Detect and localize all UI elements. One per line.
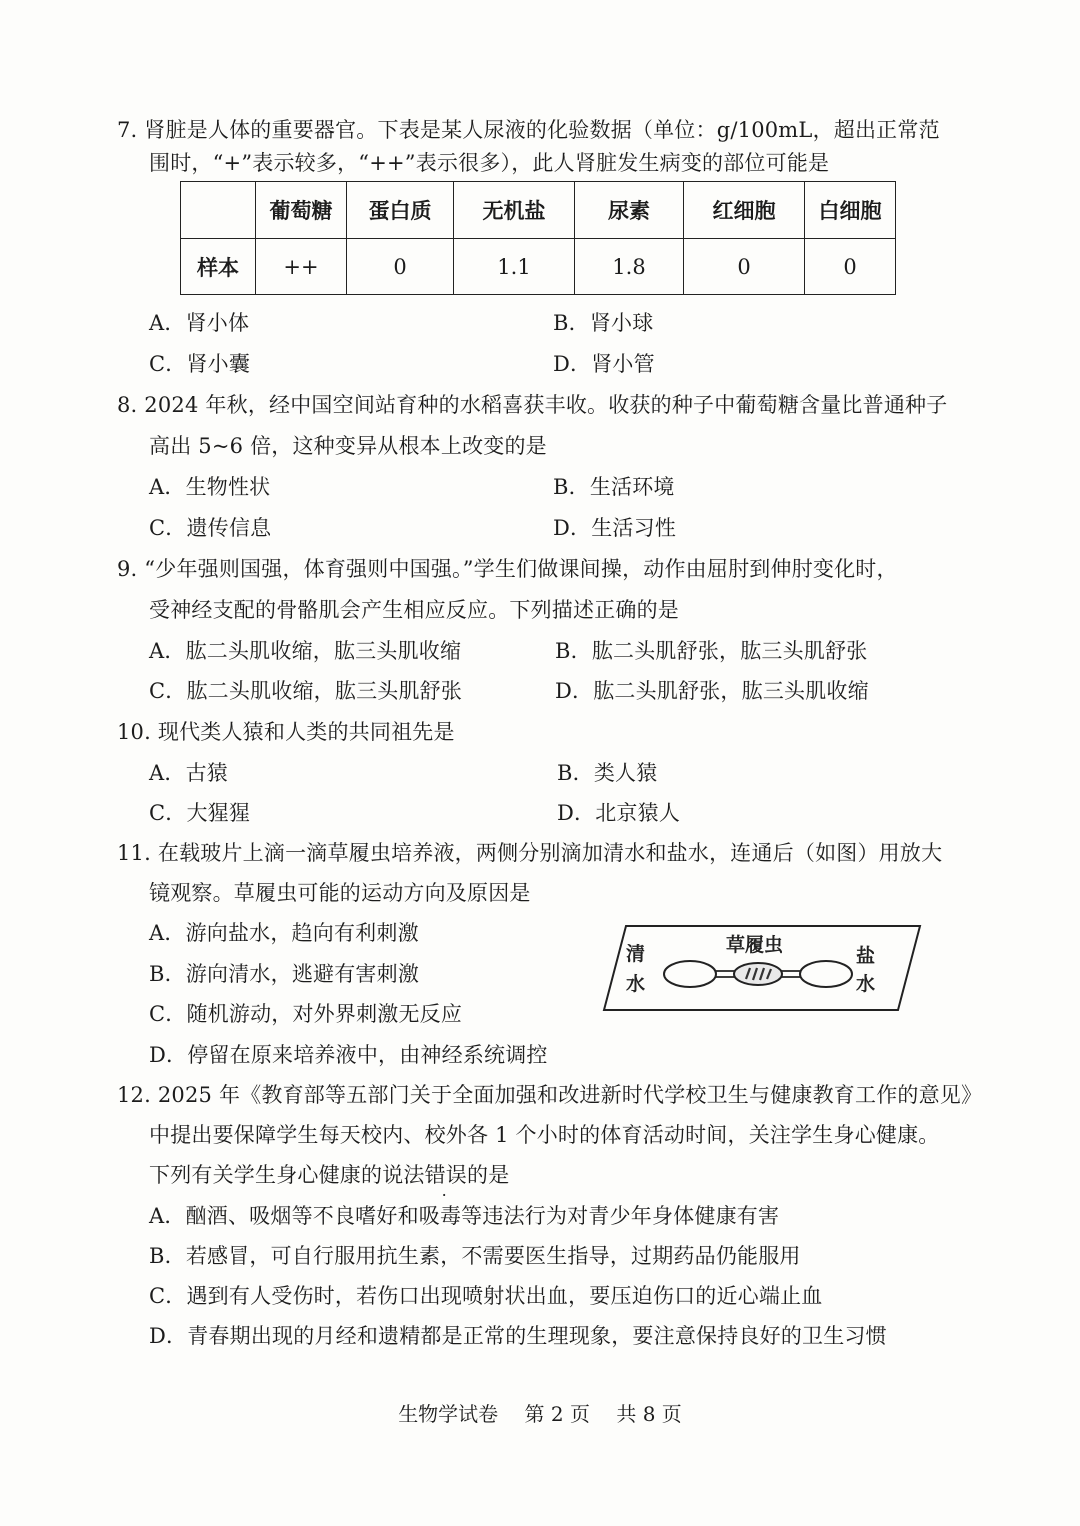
q9-stem-line1: 9. “少年强则国强，体育强则中国强。”学生们做课间操，动作由屈肘到伸肘变化时， bbox=[117, 557, 898, 581]
footer-subject: 生物学试卷 bbox=[398, 1402, 499, 1426]
clear-water-drop bbox=[664, 961, 716, 987]
figure-label-clear-bottom: 水 bbox=[626, 973, 646, 995]
page-footer bbox=[0, 1398, 1080, 1427]
q12-option-d: D．青春期出现的月经和遗精都是正常的生理现象，要注意保持良好的卫生习惯 bbox=[149, 1324, 887, 1348]
q12-stem-line1: 12. 2025 年《教育部等五部门关于全面加强和改进新时代学校卫生与健康教育工作的意见》 bbox=[117, 1083, 983, 1107]
q10-stem: 10. 现代类人猿和人类的共同祖先是 bbox=[117, 720, 455, 744]
q7-stem-line2: 围时，“+”表示较多，“++”表示很多），此人肾脏发生病变的部位可能是 bbox=[149, 151, 830, 175]
q8-stem-line1: 8. 2024 年秋，经中国空间站育种的水稻喜获丰收。收获的种子中葡萄糖含量比普通种子 bbox=[117, 393, 948, 417]
q11-option-c: C．随机游动，对外界刺激无反应 bbox=[149, 1002, 463, 1026]
table-cell: ++ bbox=[256, 239, 347, 295]
q7-option-b: B．肾小球 bbox=[553, 311, 654, 335]
q12-emphasis-wrong: 错误 bbox=[424, 1163, 468, 1187]
q12-stem-line2: 中提出要保障学生每天校内、校外各 1 个小时的体育活动时间，关注学生身心健康。 bbox=[149, 1123, 940, 1147]
table-header-cell: 白细胞 bbox=[805, 182, 896, 239]
q12-stem-line3-post: 的是 bbox=[467, 1163, 510, 1187]
q7-option-c: C．肾小囊 bbox=[149, 352, 251, 376]
table-header-cell: 红细胞 bbox=[684, 182, 805, 239]
q10-option-d: D．北京猿人 bbox=[557, 801, 681, 825]
q8-option-c: C．遗传信息 bbox=[149, 516, 272, 540]
table-row-label: 样本 bbox=[181, 239, 256, 295]
q11-option-a: A．游向盐水，趋向有利刺激 bbox=[149, 921, 419, 945]
table-header-cell: 蛋白质 bbox=[347, 182, 454, 239]
figure-label-paramecium: 草履虫 bbox=[726, 934, 784, 956]
q12-option-a: A．酗酒、吸烟等不良嗜好和吸毒等违法行为对青少年身体健康有害 bbox=[149, 1204, 780, 1228]
footer-total-pages: 共 8 页 bbox=[616, 1402, 682, 1426]
figure-label-clear-top: 清 bbox=[626, 943, 646, 965]
q9-option-c: C．肱二头肌收缩，肱三头肌舒张 bbox=[149, 679, 463, 703]
q12-option-c: C．遇到有人受伤时，若伤口出现喷射状出血，要压迫伤口的近心端止血 bbox=[149, 1284, 823, 1308]
figure-label-salt-bottom: 水 bbox=[856, 973, 876, 995]
table-cell: 0 bbox=[805, 239, 896, 295]
q10-option-a: A．古猿 bbox=[149, 761, 228, 785]
q9-option-d: D．肱二头肌舒张，肱三头肌收缩 bbox=[555, 679, 869, 703]
q7-option-d: D．肾小管 bbox=[553, 352, 655, 376]
q9-option-a: A．肱二头肌收缩，肱三头肌收缩 bbox=[149, 639, 462, 663]
q8-option-a: A．生物性状 bbox=[149, 475, 271, 499]
q12-option-b: B．若感冒，可自行服用抗生素，不需要医生指导，过期药品仍能服用 bbox=[149, 1244, 801, 1268]
q8-option-d: D．生活习性 bbox=[553, 516, 677, 540]
q9-stem-line2: 受神经支配的骨骼肌会产生相应反应。下列描述正确的是 bbox=[149, 598, 679, 622]
table-cell: 0 bbox=[347, 239, 454, 295]
q7-option-a: A．肾小体 bbox=[149, 311, 250, 335]
table-cell: 0 bbox=[684, 239, 805, 295]
table-cell: 1.1 bbox=[454, 239, 575, 295]
q12-stem-line3 bbox=[149, 1161, 509, 1189]
table-header-cell: 无机盐 bbox=[454, 182, 575, 239]
q12-stem-line3-pre: 下列有关学生身心健康的说法 bbox=[149, 1163, 425, 1187]
q11-option-b: B．游向清水，逃避有害刺激 bbox=[149, 962, 420, 986]
salt-water-drop bbox=[800, 961, 852, 987]
culture-drop bbox=[734, 963, 782, 985]
q7-stem-line1: 7. 肾脏是人体的重要器官。下表是某人尿液的化验数据（单位：g/100mL，超出正常范 bbox=[117, 118, 940, 142]
table-header-cell: 尿素 bbox=[575, 182, 684, 239]
table-header-row bbox=[181, 182, 896, 239]
table-cell: 1.8 bbox=[575, 239, 684, 295]
table-row bbox=[181, 239, 896, 295]
footer-page-number: 第 2 页 bbox=[524, 1402, 590, 1426]
q8-stem-line2: 高出 5~6 倍，这种变异从根本上改变的是 bbox=[149, 434, 547, 458]
q11-stem-line1: 11. 在载玻片上滴一滴草履虫培养液，两侧分别滴加清水和盐水，连通后（如图）用放大 bbox=[117, 841, 943, 865]
q11-option-d: D．停留在原来培养液中，由神经系统调控 bbox=[149, 1043, 548, 1067]
q8-option-b: B．生活环境 bbox=[553, 475, 675, 499]
q9-option-b: B．肱二头肌舒张，肱三头肌舒张 bbox=[555, 639, 868, 663]
paramecium-slide-figure bbox=[600, 922, 924, 1014]
urine-test-table bbox=[180, 181, 896, 295]
q11-stem-line2: 镜观察。草履虫可能的运动方向及原因是 bbox=[149, 881, 531, 905]
table-header-cell: 葡萄糖 bbox=[256, 182, 347, 239]
q10-option-b: B．类人猿 bbox=[557, 761, 658, 785]
figure-label-salt-top: 盐 bbox=[856, 945, 876, 967]
q10-option-c: C．大猩猩 bbox=[149, 801, 251, 825]
table-header-cell bbox=[181, 182, 256, 239]
